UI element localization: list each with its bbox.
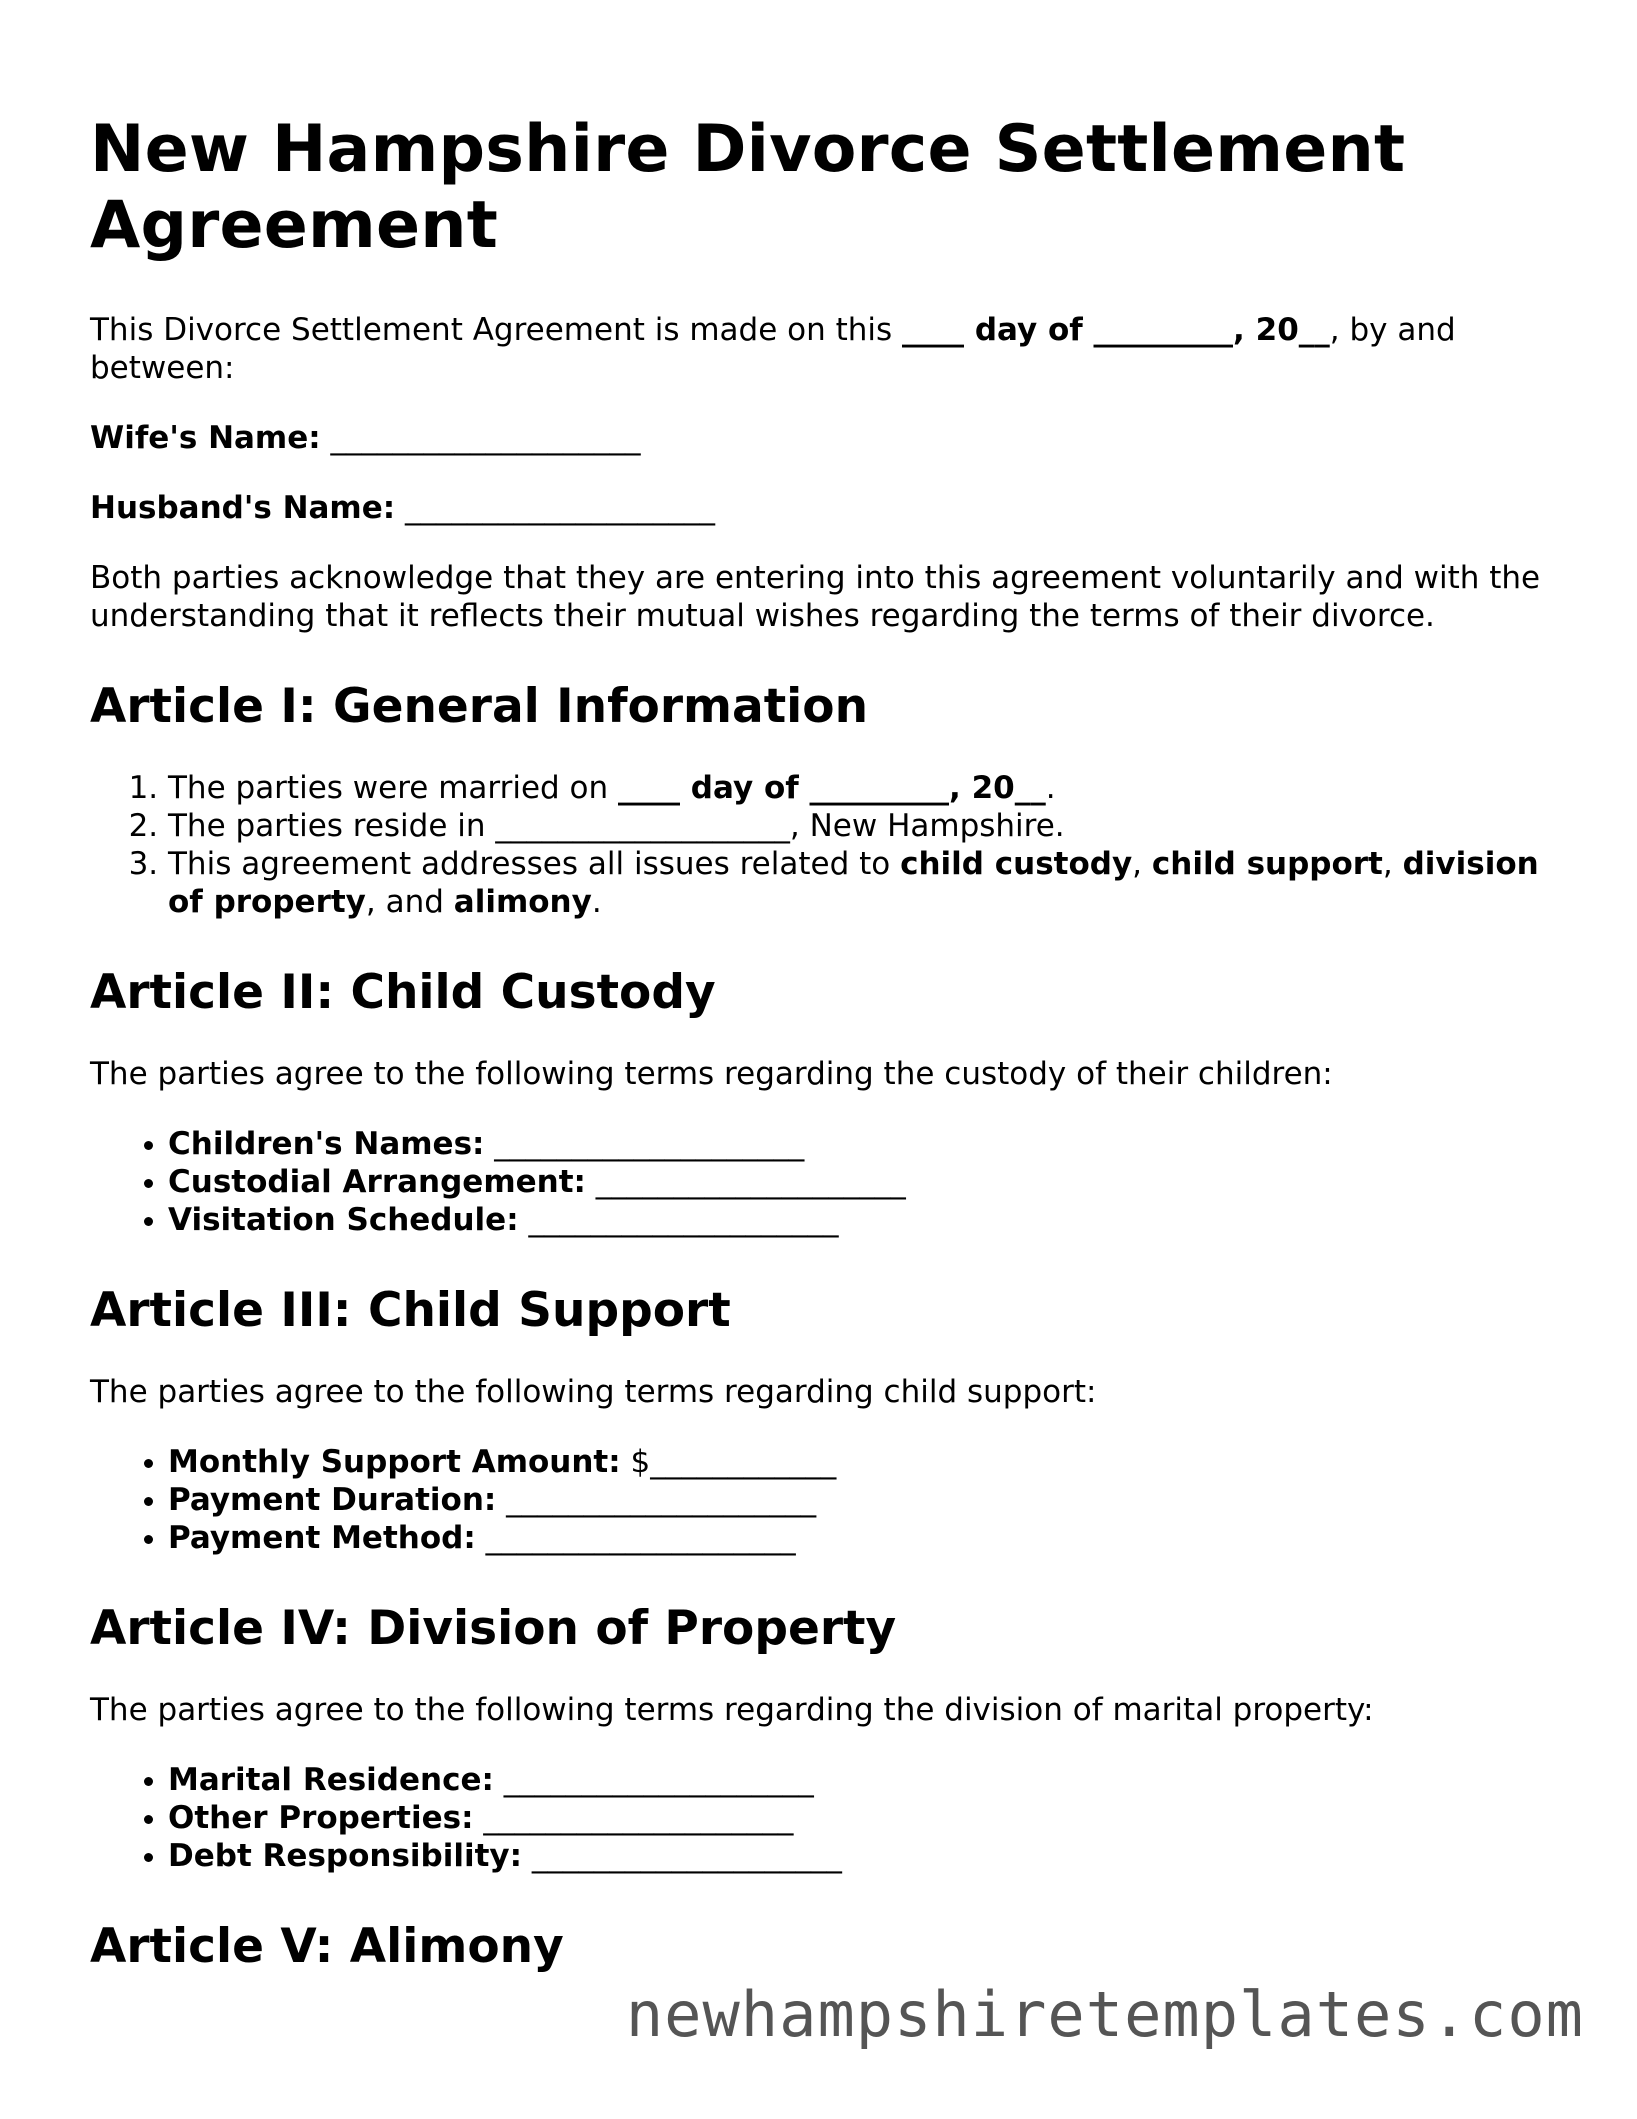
item-bold-term: child support (1151, 846, 1383, 882)
document-page (90, 112, 1560, 2009)
wife-name-field (90, 419, 1560, 457)
field-label: Debt Responsibility: (168, 1838, 523, 1874)
intro-paragraph (90, 311, 1560, 387)
wife-name-label: Wife's Name: (90, 420, 321, 456)
article-4-heading: Article IV: Division of Property (90, 1601, 897, 1656)
item-text: . (591, 884, 602, 920)
field-label: Visitation Schedule: (168, 1202, 519, 1238)
site-watermark: newhampshiretemplates.com (625, 1978, 1584, 2051)
article-3-list (90, 1443, 1560, 1557)
field-blank: ____________________ (484, 1126, 805, 1162)
list-item (168, 769, 1560, 807)
article-2-list (90, 1125, 1560, 1239)
list-item (168, 1761, 1560, 1799)
list-item (168, 1799, 1560, 1837)
article-1-list (90, 769, 1560, 921)
list-item (168, 1201, 1560, 1239)
field-blank: ____________________ (496, 1482, 817, 1518)
field-label: Monthly Support Amount: (168, 1444, 621, 1480)
item-text: , (1132, 846, 1152, 882)
field-blank: ____________________ (473, 1800, 794, 1836)
item-text: , (1382, 846, 1403, 882)
article-2-intro: The parties agree to the following terms regarding the custody of their children: (90, 1056, 1333, 1092)
intro-text-end: , by and between: (90, 312, 1456, 386)
field-label: Children's Names: (168, 1126, 485, 1162)
document-title: New Hampshire Divorce Settlement Agreement (90, 112, 1406, 263)
article-5-heading: Article V: Alimony (90, 1919, 564, 1974)
field-label: Payment Method: (168, 1520, 476, 1556)
item-bold-term: division of property (168, 846, 1539, 920)
field-label: Custodial Arrangement: (168, 1164, 586, 1200)
intro-text-start: This Divorce Settlement Agreement is made on this (90, 312, 903, 348)
item-text: This agreement addresses all issues related to (168, 846, 901, 882)
husband-name-field (90, 489, 1560, 527)
field-blank: ____________________ (585, 1164, 906, 1200)
field-blank: ____________________ (518, 1202, 839, 1238)
wife-name-blank: ____________________ (320, 420, 641, 456)
list-item (168, 845, 1560, 921)
field-blank: ____________________ (522, 1838, 842, 1874)
list-item (168, 1163, 1560, 1201)
list-item (168, 1125, 1560, 1163)
list-item (168, 1837, 1560, 1875)
item-bold-term: alimony (453, 884, 592, 920)
field-blank: ____________________ (493, 1762, 814, 1798)
marriage-date-blank: ____ day of _________, 20__ (618, 770, 1046, 806)
husband-name-blank: ____________________ (395, 490, 716, 526)
husband-name-label: Husband's Name: (90, 490, 396, 526)
article-4-list (90, 1761, 1560, 1875)
field-label: Marital Residence: (168, 1762, 494, 1798)
article-3-intro: The parties agree to the following terms regarding child support: (90, 1374, 1097, 1410)
list-item (168, 1481, 1560, 1519)
item-text: The parties were married on (168, 770, 619, 806)
list-item (168, 1443, 1560, 1481)
item-bold-term: child custody (900, 846, 1133, 882)
item-text: . (1045, 770, 1056, 806)
field-blank: $____________ (620, 1444, 837, 1480)
list-item (168, 1519, 1560, 1557)
list-item: 2. The parties reside in ___________________, New Hampshire. (168, 807, 1560, 845)
field-label: Other Properties: (168, 1800, 474, 1836)
article-3-heading: Article III: Child Support (90, 1283, 731, 1338)
item-text: , and (365, 884, 454, 920)
intro-date-blank: ____ day of _________, 20__ (902, 312, 1330, 348)
acknowledgment-paragraph: Both parties acknowledge that they are entering into this agreement voluntarily and with the understanding that it reflects their mutual wishes regarding the terms of their divorce. (90, 560, 1541, 634)
field-label: Payment Duration: (168, 1482, 497, 1518)
article-4-intro: The parties agree to the following terms regarding the division of marital property: (90, 1692, 1374, 1728)
article-1-heading: Article I: General Information (90, 679, 869, 734)
field-blank: ____________________ (475, 1520, 796, 1556)
article-2-heading: Article II: Child Custody (90, 965, 716, 1020)
